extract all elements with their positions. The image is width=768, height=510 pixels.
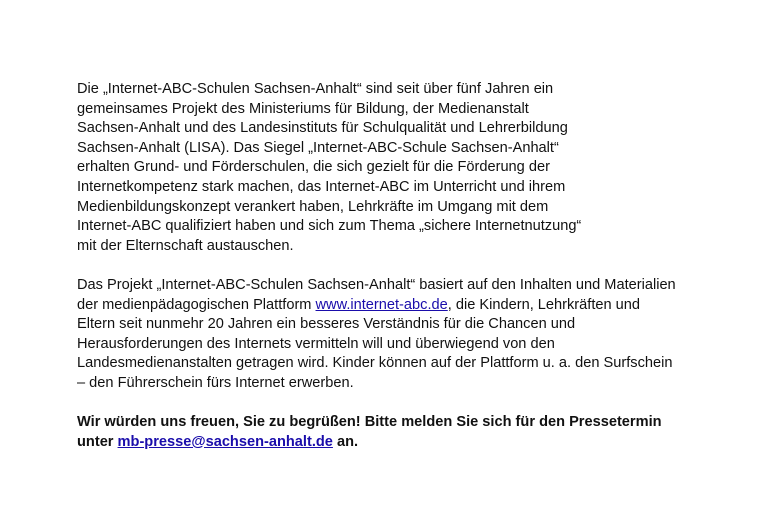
text-line: Landesmedienanstalten getragen wird. Kinder können auf der Plattform u. a. den Surfschein [77, 355, 673, 372]
text-line: Medienbildungskonzept verankert haben, Lehrkräfte im Umgang mit dem [77, 198, 549, 215]
text-line: Sachsen-Anhalt und des Landesinstituts für Schulqualität und Lehrerbildung [77, 120, 568, 137]
document-page [77, 80, 717, 452]
text-line: Wir würden uns freuen, Sie zu begrüßen! Bitte melden Sie sich für den Pressetermin [77, 414, 662, 431]
text-fragment: , die Kindern, Lehrkräften und [447, 296, 641, 313]
text-line: Internetkompetenz stark machen, das Internet-ABC im Unterricht und ihrem [77, 178, 566, 195]
paragraph-project-intro [77, 80, 717, 256]
text-line: Das Projekt „Internet-ABC-Schulen Sachsen-Anhalt“ basiert auf den Inhalten und Materialien [77, 276, 676, 293]
text-line: Eltern seit nunmehr 20 Jahren ein besseres Verständnis für die Chancen und [77, 316, 576, 333]
text-line: Internet-ABC qualifiziert haben und sich zum Thema „sichere Internetnutzung“ [77, 218, 582, 235]
text-line-with-link [77, 296, 717, 316]
paragraph-invitation [77, 413, 717, 452]
paragraph-platform [77, 276, 717, 394]
text-line: mit der Elternschaft austauschen. [77, 237, 294, 254]
text-fragment: unter [77, 433, 118, 450]
text-line: gemeinsames Projekt des Ministeriums für Bildung, der Medienanstalt [77, 100, 529, 117]
text-line-with-link [77, 433, 717, 453]
internet-abc-link[interactable]: www.internet-abc.de [315, 296, 448, 313]
text-line: Die „Internet-ABC-Schulen Sachsen-Anhalt“ sind seit über fünf Jahren ein [77, 81, 554, 97]
text-line: – den Führerschein fürs Internet erwerben. [77, 374, 354, 391]
text-fragment: an. [332, 433, 359, 450]
text-line: Sachsen-Anhalt (LISA). Das Siegel „Internet-ABC-Schule Sachsen-Anhalt“ [77, 139, 559, 156]
text-line: Herausforderungen des Internets vermitteln will und überwiegend von den [77, 335, 555, 352]
press-email-link[interactable]: mb-presse@sachsen-anhalt.de [117, 433, 333, 450]
text-line: erhalten Grund- und Förderschulen, die sich gezielt für die Förderung der [77, 159, 550, 176]
text-fragment: der medienpädagogischen Plattform [77, 296, 316, 313]
